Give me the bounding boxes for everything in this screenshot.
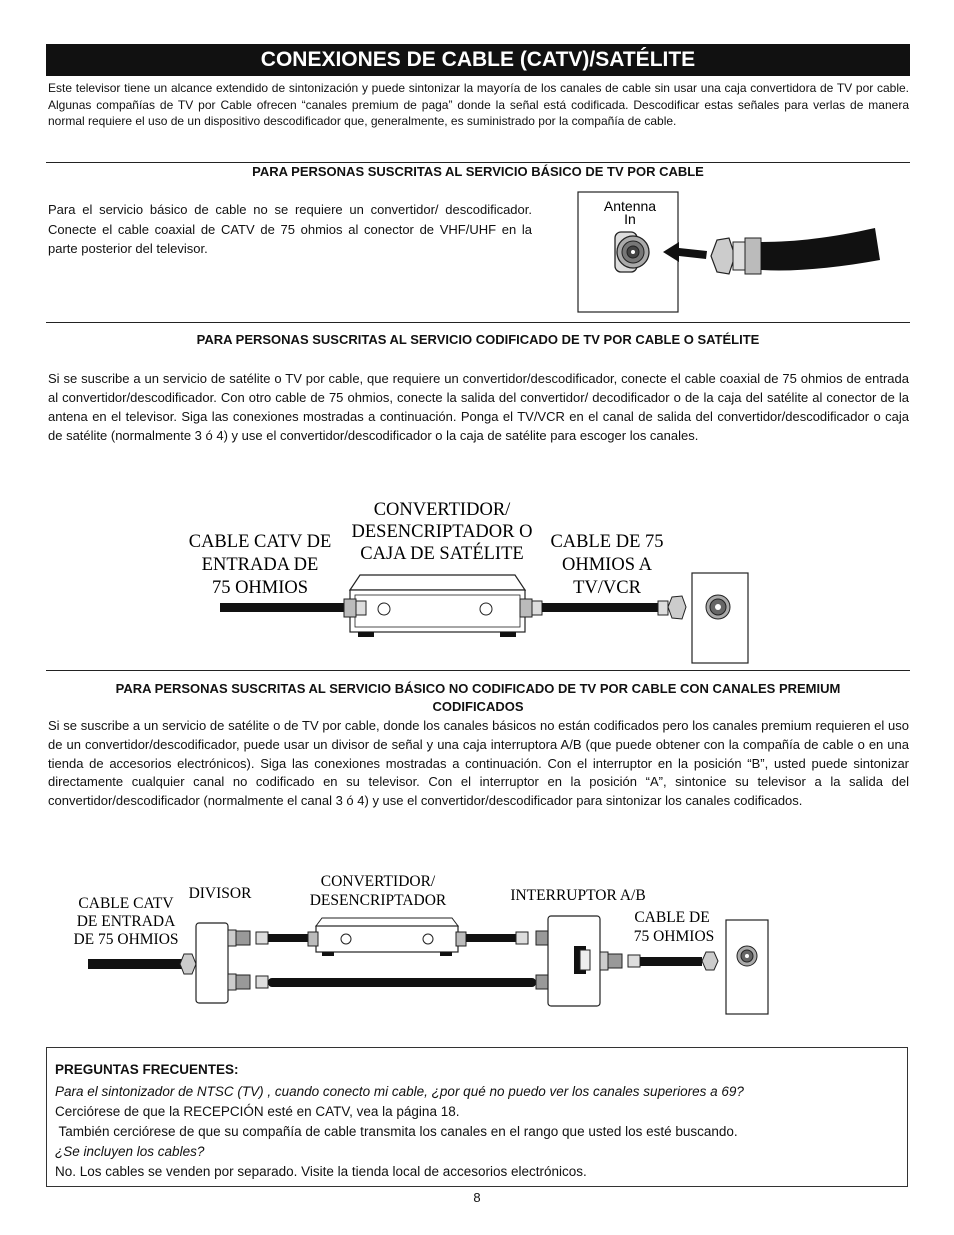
faq-heading: PREGUNTAS FRECUENTES: [55, 1062, 239, 1077]
cable-to-switch-a [466, 934, 516, 942]
output-cable-label-line3: TV/VCR [573, 578, 641, 598]
input-cable-label-line1: CABLE CATV [78, 895, 174, 912]
antenna-label-line2: In [624, 211, 636, 227]
cable-to-switch [268, 978, 536, 987]
splitter-label: DIVISOR [188, 885, 252, 902]
converter-label-line2: DESENCRIPTADOR O [351, 522, 533, 542]
section3-heading-line2: CODIFICADOS [432, 699, 524, 714]
faq-box [46, 1047, 908, 1187]
splitter-ab-switch-diagram [70, 868, 780, 1016]
coax-connector-icon [256, 976, 268, 988]
coax-connector-icon [456, 932, 466, 946]
output-cable-label-line2: OHMIOS A [562, 555, 652, 575]
converter-box [350, 575, 525, 637]
coax-connector-icon [628, 955, 640, 967]
page-number: 8 [473, 1190, 481, 1205]
output-cable-label-line1: CABLE DE [634, 909, 710, 926]
coax-connector-icon [608, 954, 622, 968]
output-cable [542, 603, 660, 612]
section2-heading: PARA PERSONAS SUSCRITAS AL SERVICIO CODIFICADO DE TV POR CABLE O SATÉLITE [196, 332, 760, 347]
input-cable-label-line2: DE ENTRADA [76, 913, 176, 930]
output-cable [640, 957, 702, 966]
antenna-in-diagram [575, 190, 905, 315]
antenna-jack-icon [737, 946, 757, 966]
coax-connector-icon [520, 599, 542, 617]
cable-to-converter [268, 934, 310, 942]
coax-cable [761, 228, 880, 271]
section2-text: Si se suscribe a un servicio de satélite o TV por cable, que requiere un convertidor/descodificador, conecte el cable coaxial de 75 ohmios de entrada al convertidor/descodificador. Con otro cable de 75 ohmios, conecte la salida del convertidor/ decodificador o de la caja del satélite al conector de la antena en el televisor. Siga las conexiones mostradas a continuación. Ponga el TV/VCR en el canal de salida del convertidor/descodificador o caja de satélite (normalmente 3 ó 4) y use el convertidor/descodificador o la caja de satélite para escoger los canales. [48, 371, 909, 443]
coax-connector-icon [256, 932, 268, 944]
input-cable-label-line1: CABLE CATV DE [188, 532, 332, 552]
coax-connector-icon [180, 954, 196, 974]
coax-connector-icon [308, 932, 318, 946]
page-title: CONEXIONES DE CABLE (CATV)/SATÉLITE [46, 44, 910, 76]
output-cable-label-line1: CABLE DE 75 [550, 532, 664, 552]
converter-box [316, 918, 458, 956]
ab-switch-label: INTERRUPTOR A/B [510, 887, 646, 904]
section3-text: Si se suscribe a un servicio de satélite o de TV por cable, donde los canales básicos no están codificados pero los canales premium requieren el uso de un convertidor/descodificador, puede usar un divisor de señal y una caja interruptora A/B (que puede obtener con la compañía de cable o en una tienda de accesorios electrónicos). Siga las conexiones mostradas a continuación. Con el interruptor en la posición “B”, usted puede sintonizar directamente cualquier canal no codificado en su televisor. Con el interruptor en la posición “A”, sintonice su televisor a la salida del convertidor/descodificador (normalmente el canal 3 ó 4) y use el convertidor/descodificador para sintonizar los canales codificados. [48, 718, 909, 809]
converter-label-line2: DESENCRIPTADOR [309, 892, 447, 909]
input-cable-label-line3: DE 75 OHMIOS [73, 931, 179, 948]
section-divider [46, 322, 910, 323]
coax-connector-icon [658, 596, 686, 619]
input-cable-label-line3: 75 OHMIOS [211, 578, 309, 598]
converter-label-line3: CAJA DE SATÉLITE [360, 544, 524, 564]
output-cable-label-line2: 75 OHMIOS [633, 928, 715, 945]
ab-switch-box [548, 916, 608, 1006]
splitter-box [196, 923, 236, 1003]
input-cable [88, 959, 182, 969]
input-cable [220, 603, 345, 612]
faq-question-2: ¿Se incluyen los cables? [55, 1144, 205, 1159]
antenna-jack-icon [706, 595, 730, 619]
antenna-label-line1: Antenna [603, 198, 657, 214]
section3-heading-line1: PARA PERSONAS SUSCRITAS AL SERVICIO BÁSICO NO CODIFICADO DE TV POR CABLE CON CANALES PREMIUM [115, 681, 841, 696]
section1-text: Para el servicio básico de cable no se requiere un convertidor/ descodificador. Conecte el cable coaxial de CATV de 75 ohmios al conector de VHF/UHF en la parte posterior del televisor. [48, 202, 532, 256]
faq-answer-1-line1: Cerciórese de que la RECEPCIÓN esté en CATV, vea la página 18. [55, 1104, 460, 1119]
coax-connector-icon [516, 932, 528, 944]
faq-question-1: Para el sintonizador de NTSC (TV) , cuando conecto mi cable, ¿por qué no puedo ver los canales superiores a 69? [55, 1084, 744, 1099]
faq-answer-2: No. Los cables se venden por separado. Visite la tienda local de accesorios electrónicos. [55, 1164, 587, 1179]
converter-label-line1: CONVERTIDOR/ [373, 500, 511, 520]
section-divider [46, 670, 910, 671]
converter-connection-diagram [170, 495, 760, 665]
coax-connector-icon [702, 952, 718, 970]
section1-heading: PARA PERSONAS SUSCRITAS AL SERVICIO BÁSICO DE TV POR CABLE [252, 164, 704, 179]
coax-connector-icon [344, 599, 366, 617]
converter-label-line1: CONVERTIDOR/ [320, 873, 436, 890]
tv-back-panel [726, 920, 768, 1014]
input-cable-label-line2: ENTRADA DE [201, 555, 319, 575]
coax-connector-icon [236, 975, 250, 989]
intro-paragraph: Este televisor tiene un alcance extendido de sintonización y puede sintonizar la mayoría de los canales de cable sin usar una caja convertidora de TV por cable. Algunas compañías de TV por Cable ofrecen “canales premium de paga” donde la señal está codificada. Descodificar estas señales para verlas de manera normal requiere el uso de un dispositivo descodificador que, generalmente, es suministrado por la compañía de cable. [48, 81, 909, 128]
coax-connector-icon [711, 238, 761, 274]
faq-answer-1-line2: También cerciórese de que su compañía de cable transmita los canales en el rango que usted los esté buscando. [55, 1124, 738, 1139]
coax-connector-icon [236, 931, 250, 945]
